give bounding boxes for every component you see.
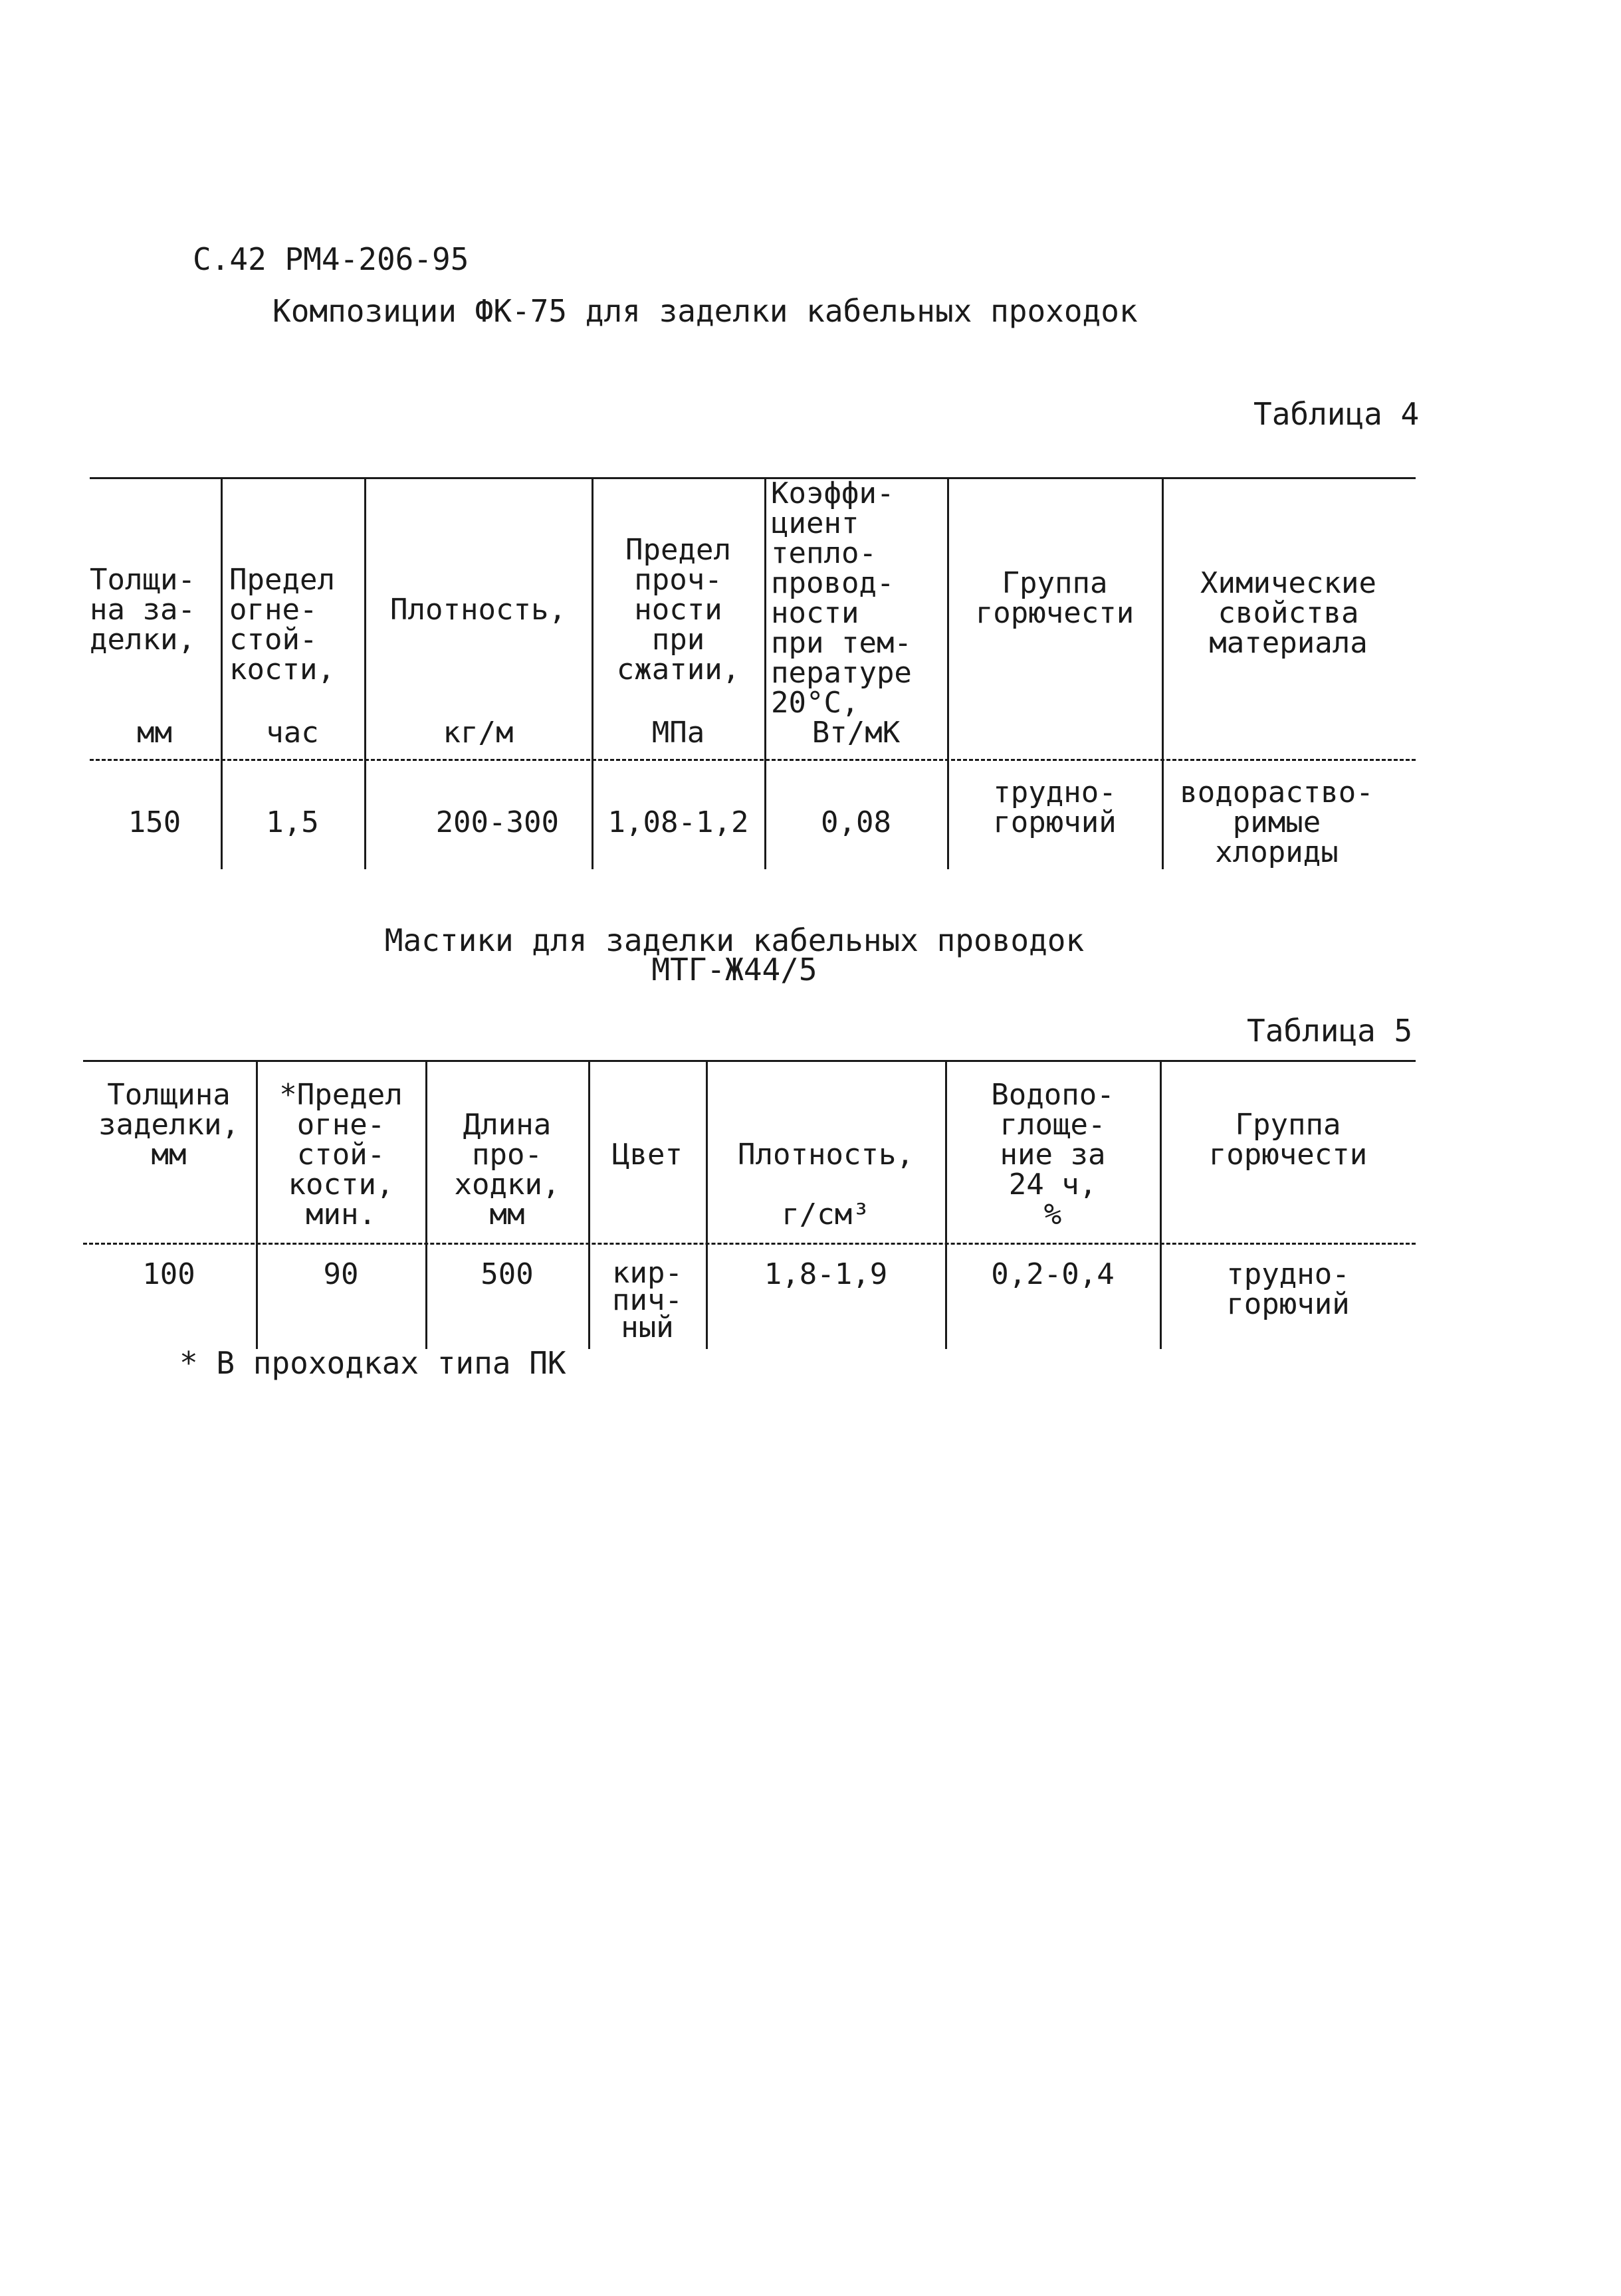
table4-unit-fire-resistance: час xyxy=(266,716,319,750)
table4-cell-strength: 1,08-1,2 xyxy=(607,805,749,839)
table5-header-density: Плотность, xyxy=(738,1138,914,1172)
table5-header-thickness: Толщина заделки, мм xyxy=(98,1078,239,1172)
table5-top-rule xyxy=(83,1060,1416,1062)
table4-unit-conductivity: Вт/мК xyxy=(811,716,901,750)
table4-title: Композиции ФК-75 для заделки кабельных проходок xyxy=(272,293,1138,329)
table4-header-flammability: Группа горючести xyxy=(975,566,1135,630)
table5-cell-flammability: трудно- горючий xyxy=(1226,1257,1350,1321)
table4-unit-density: кг/м xyxy=(443,716,514,750)
table4-cell-fire-resistance: 1,5 xyxy=(266,805,319,839)
table4-header-rule xyxy=(90,759,1416,761)
table4-header-conductivity: Коэффи- циент тепло- провод- ности при тем- пературе 20°С, xyxy=(771,476,912,720)
table4-cell-conductivity: 0,08 xyxy=(821,805,891,839)
table4-unit-thickness: мм xyxy=(137,716,172,750)
table5-header-length: Длина про- ходки, мм xyxy=(454,1108,560,1231)
table5-cell-thickness: 100 xyxy=(142,1257,195,1291)
table5-cell-fire-resistance: 90 xyxy=(323,1257,359,1291)
table5-header-flammability: Группа горючести xyxy=(1208,1108,1368,1172)
footnote: * В проходках типа ПК xyxy=(179,1345,566,1381)
table5-cell-color: кир- пич- ный xyxy=(612,1256,683,1344)
table4-header-density: Плотность, xyxy=(390,593,566,627)
table4-unit-strength: МПа xyxy=(651,716,705,750)
table4-header-fire-resistance: Предел огне- стой- кости, xyxy=(229,563,335,686)
table5-title: Мастики для заделки кабельных проводок МТГ-Ж44/5 xyxy=(384,922,1085,988)
table5-header-color: Цвет xyxy=(612,1138,683,1172)
table5-header-rule xyxy=(83,1243,1416,1245)
table4-header-strength: Предел проч- ности при сжатии, xyxy=(616,533,740,686)
table4-cell-thickness: 150 xyxy=(128,805,181,839)
table5-header-fire-resistance: *Предел огне- стой- кости, мин. xyxy=(279,1078,403,1231)
table4-header-chemical: Химические свойства материала xyxy=(1200,566,1376,660)
table4-header-thickness: Толщи- на за- делки, xyxy=(90,563,195,657)
table4-cell-density: 200-300 xyxy=(435,805,559,839)
table5-cell-water-absorption: 0,2-0,4 xyxy=(991,1257,1115,1291)
table5-label: Таблица 5 xyxy=(1247,1013,1413,1049)
table5-header-water-absorption: Водопо- глоще- ние за 24 ч, % xyxy=(991,1078,1115,1231)
table5-unit-density: г/см³ xyxy=(782,1198,870,1231)
table5-cell-length: 500 xyxy=(481,1257,534,1291)
table4-top-rule xyxy=(90,477,1416,479)
table5-cell-density: 1,8-1,9 xyxy=(764,1257,888,1291)
table4-label: Таблица 4 xyxy=(1253,396,1420,432)
page-header: С.42 РМ4-206-95 xyxy=(193,241,469,277)
table4-cell-chemical: водораство- римые хлориды xyxy=(1180,776,1374,869)
table4-cell-flammability: трудно- горючий xyxy=(993,776,1117,839)
